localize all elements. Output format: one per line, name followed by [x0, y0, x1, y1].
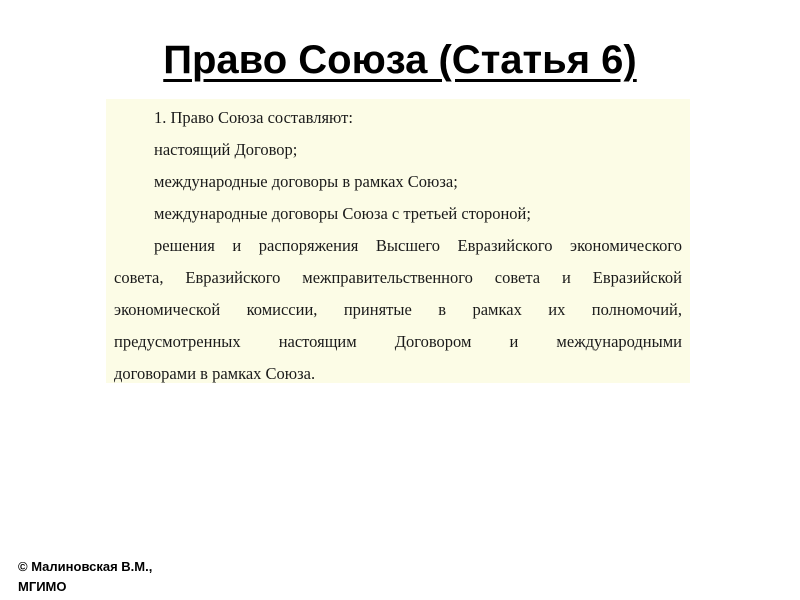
- excerpt-line: международные договоры в рамках Союза;: [154, 172, 458, 191]
- document-excerpt: [106, 99, 690, 383]
- excerpt-line: настоящий Договор;: [154, 140, 298, 159]
- slide-title-text: Право Союза (Статья 6): [163, 38, 637, 82]
- excerpt-line: совета, Евразийского межправительственного совета и Евразийской: [114, 268, 682, 287]
- excerpt-line: решения и распоряжения Высшего Евразийского экономического: [154, 236, 682, 255]
- excerpt-line: договорами в рамках Союза.: [114, 364, 316, 383]
- excerpt-line: предусмотренных настоящим Договором и международными: [114, 332, 682, 351]
- excerpt-line: экономической комиссии, принятые в рамках их полномочий,: [114, 300, 682, 319]
- excerpt-line: международные договоры Союза с третьей стороной;: [154, 204, 531, 223]
- footer-org: МГИМО: [18, 579, 67, 594]
- copyright-footer: [18, 557, 152, 597]
- slide-title: [0, 34, 800, 86]
- footer-author: © Малиновская В.М.,: [18, 559, 153, 574]
- excerpt-line: 1. Право Союза составляют:: [154, 108, 353, 127]
